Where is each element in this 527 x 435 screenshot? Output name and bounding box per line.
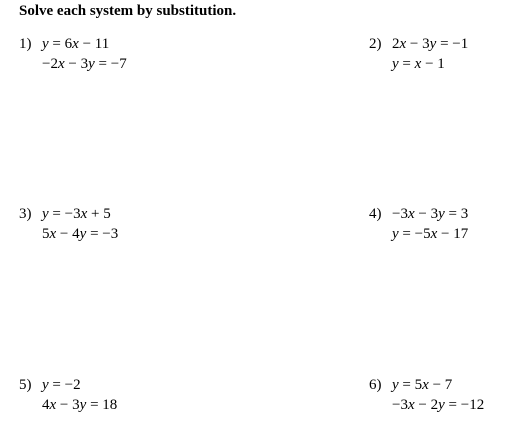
problem-number: 2) — [369, 36, 382, 52]
problem-number: 5) — [19, 377, 32, 393]
equation-2: y = x − 1 — [392, 56, 445, 72]
equation-2: −3x − 2y = −12 — [392, 397, 485, 413]
equation-1: y = 6x − 11 — [42, 36, 110, 52]
equation-1: y = 5x − 7 — [392, 377, 453, 393]
worksheet-title: Solve each system by substitution. — [19, 3, 237, 19]
equation-2: y = −5x − 17 — [392, 226, 469, 242]
problem-number: 1) — [19, 36, 32, 52]
problem-number: 4) — [369, 206, 382, 222]
equation-1: y = −2 — [42, 377, 81, 393]
equation-1: −3x − 3y = 3 — [392, 206, 469, 222]
equation-2: 5x − 4y = −3 — [42, 226, 119, 242]
problem-number: 6) — [369, 377, 382, 393]
equation-2: 4x − 3y = 18 — [42, 397, 118, 413]
equation-1: 2x − 3y = −1 — [392, 36, 469, 52]
equation-2: −2x − 3y = −7 — [42, 56, 127, 72]
equation-1: y = −3x + 5 — [42, 206, 111, 222]
problem-number: 3) — [19, 206, 32, 222]
